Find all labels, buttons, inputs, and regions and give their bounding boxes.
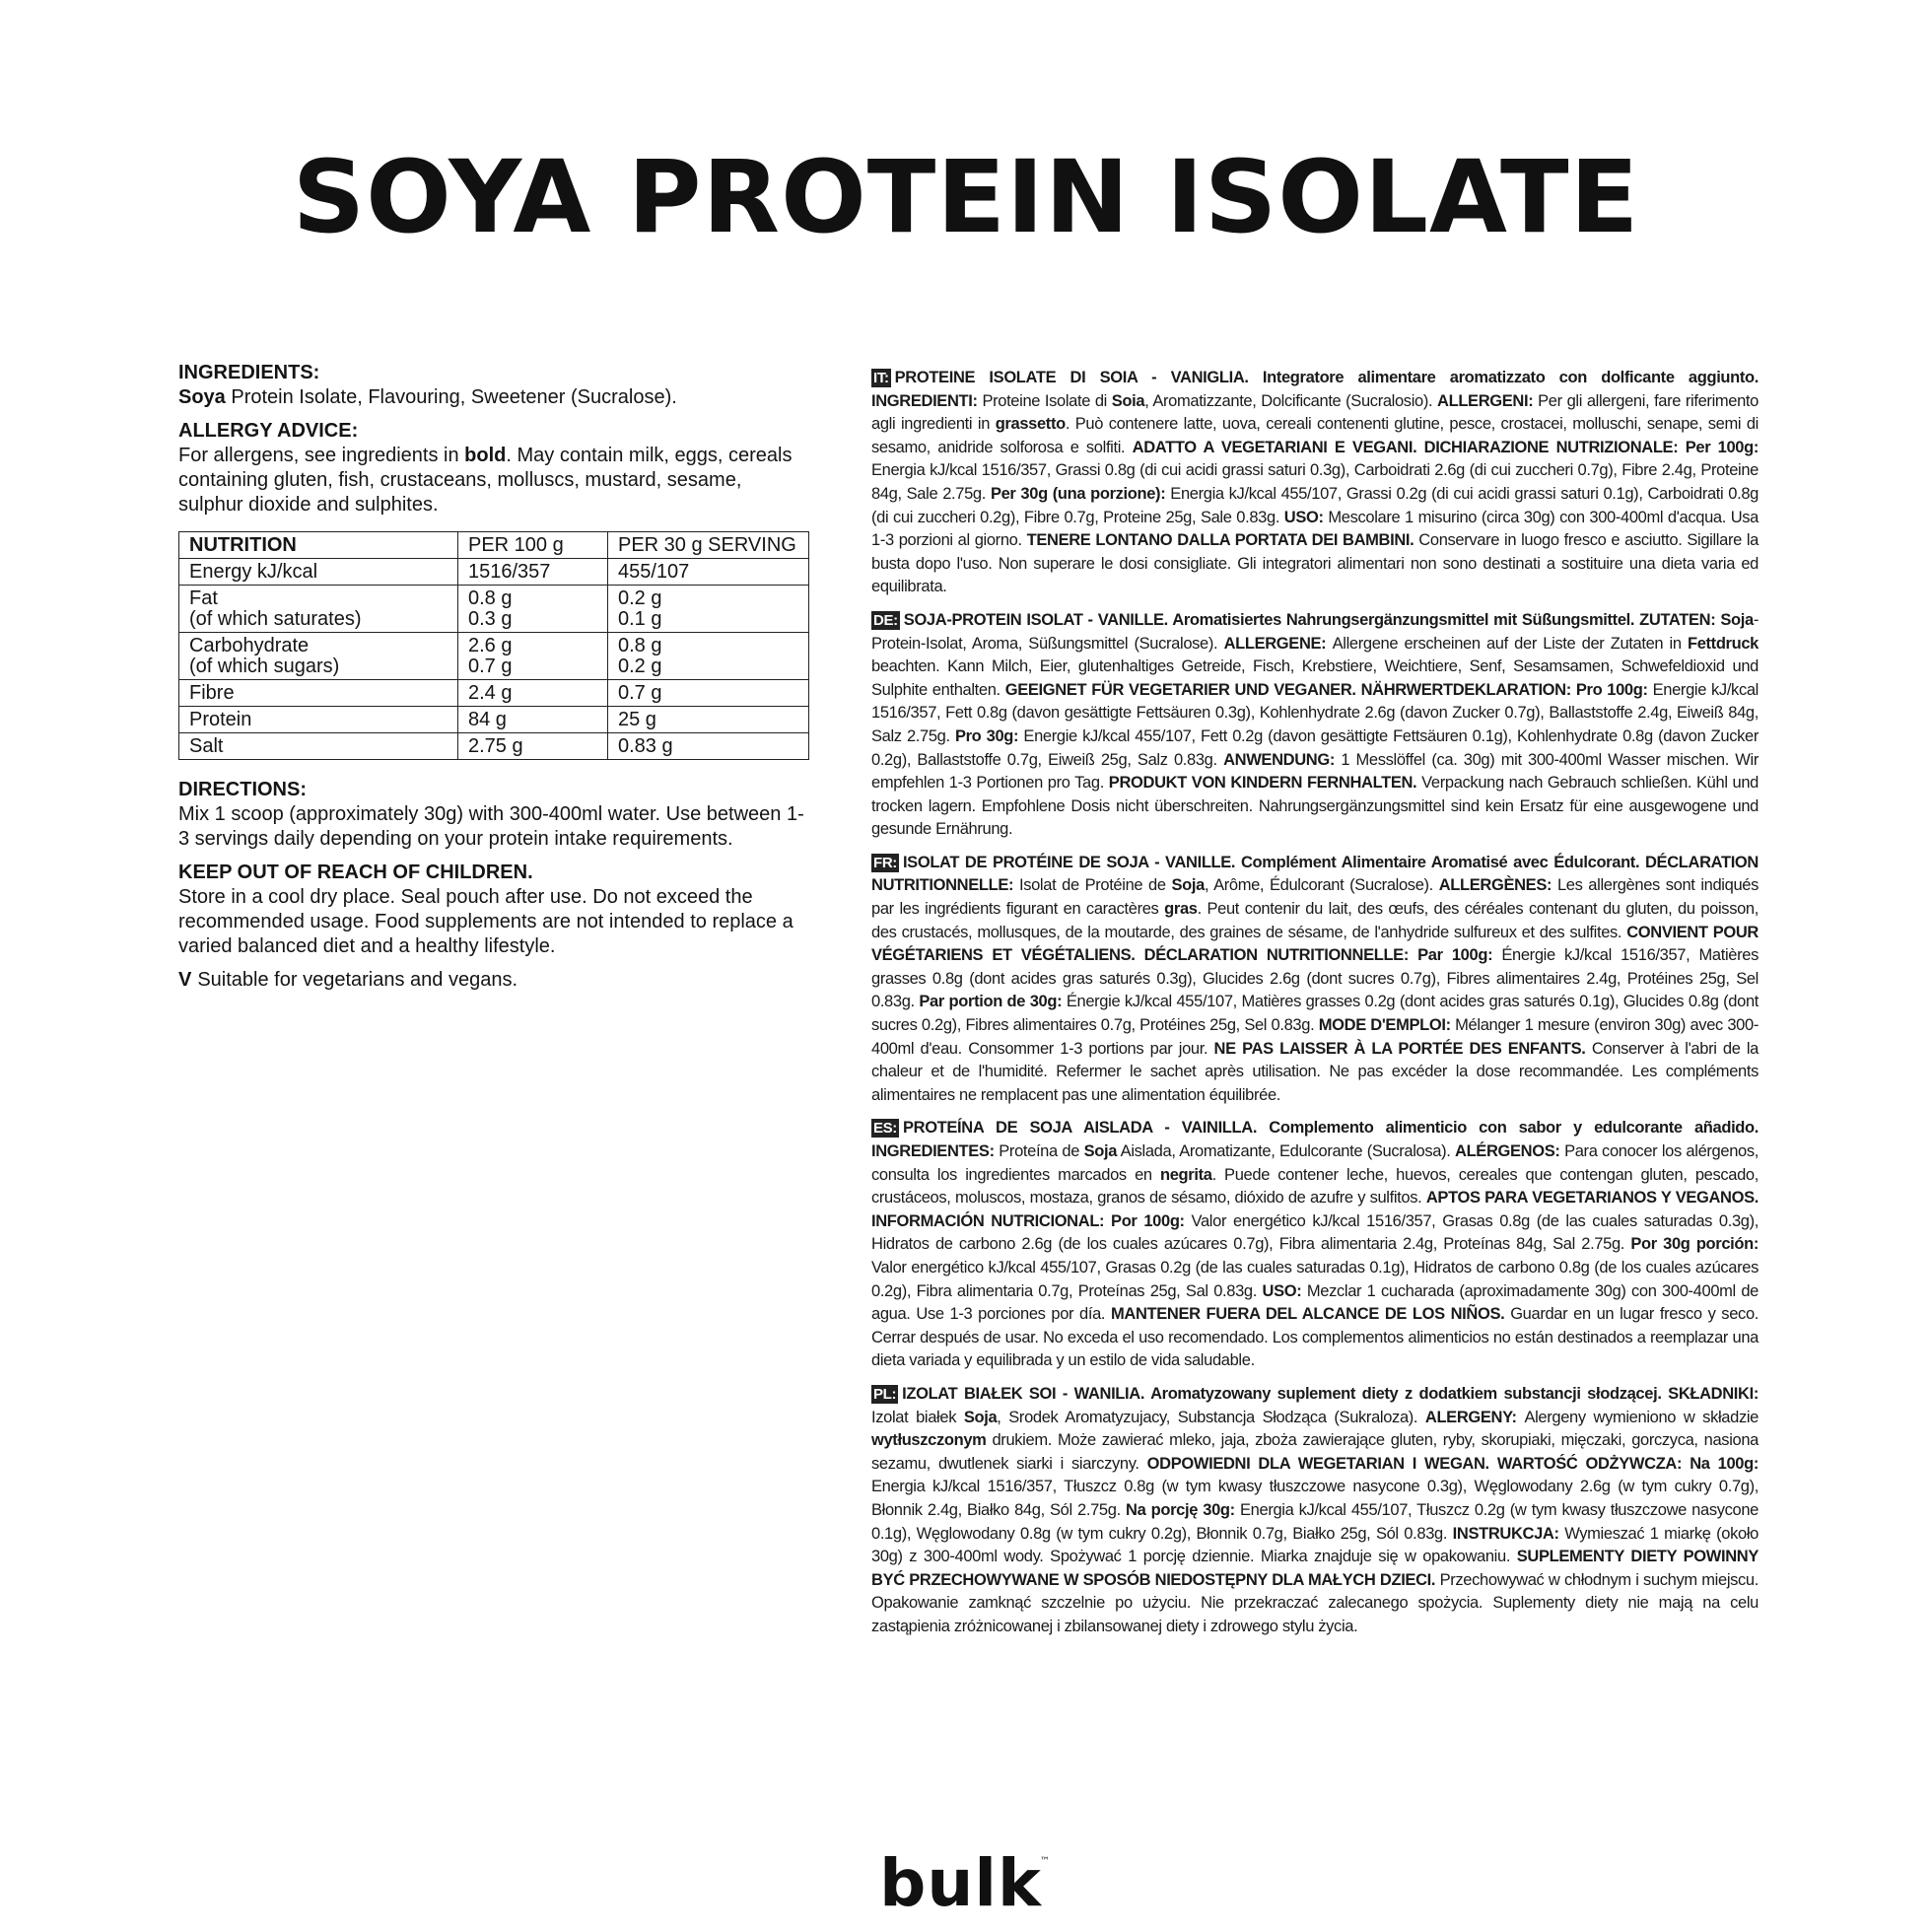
nutrient-name-main: Salt	[189, 735, 224, 757]
bold-text: Soja	[1171, 876, 1205, 895]
nutrient-name-main: Protein	[189, 709, 252, 730]
allergy-block	[178, 419, 809, 518]
body-text: Izolat białek	[871, 1408, 964, 1426]
bold-text: IZOLAT BIAŁEK SOI - WANILIA. Aromatyzowany suplement diety z dodatkiem substancji słodzącej. SKŁADNIKI:	[902, 1384, 1759, 1403]
vegan-note-text: Suitable for vegetarians and vegans.	[197, 969, 518, 991]
body-text: Alergeny wymieniono w składzie	[1524, 1408, 1759, 1426]
storage-block	[178, 861, 809, 959]
language-code-badge: IT:	[873, 370, 889, 386]
bold-text: ALLERGÈNES:	[1438, 876, 1557, 895]
body-text: Isolat de Protéine de	[1018, 876, 1172, 895]
value-per-30g-main: 0.8 g	[618, 635, 662, 656]
bulk-logo-text: bulk	[879, 1845, 1042, 1921]
value-per-100g-sub: 0.7 g	[468, 656, 513, 677]
body-text: Energie kJ/kcal 1516/357, Fett 0.8g (davon gesättigte Fettsäuren 0.3g), Kohlenhydrate 2.6g (davon Zucker 0.7g), Ballaststoffe 2.4g, Eiweiß 84g, Salz 2.75g.	[871, 680, 1759, 745]
translation-de	[871, 609, 1759, 842]
nutrient-name-main: Fibre	[189, 682, 235, 704]
bold-text: INSTRUKCJA:	[1452, 1524, 1565, 1543]
value-per-100g-main: 0.8 g	[468, 587, 513, 609]
nutrient-name	[179, 680, 458, 707]
trademark-symbol: ™	[1039, 1856, 1051, 1867]
body-text: -Protein-Isolat, Aroma, Süßungsmittel (Sucralose).	[871, 610, 1759, 653]
directions-text: Mix 1 scoop (approximately 30g) with 300-400ml water. Use between 1-3 servings daily depending on your protein intake requirements.	[178, 803, 804, 850]
nutrition-row	[179, 680, 809, 707]
language-code-badge: PL:	[873, 1385, 897, 1403]
body-text: Conservare in luogo fresco e asciutto. Sigillare la busta dopo l'uso. Non superare le dosi consigliate. Gli integratori alimentari non sono destinati a sostituire una dieta varia ed equilibrata.	[871, 531, 1759, 596]
bold-text: negrita	[1160, 1165, 1212, 1184]
body-text: Les allergènes sont indiqués par les ingrédients figurant en caractères	[871, 876, 1759, 919]
value-per-100g	[458, 559, 608, 586]
bold-text: Par portion de 30g:	[919, 993, 1067, 1011]
nutrient-name-main: Carbohydrate	[189, 635, 310, 656]
translations-column	[871, 367, 1759, 1648]
body-text: Énergie kJ/kcal 1516/357, Matières grasses 0.8g (dont acides gras saturés 0.3g), Glucides 2.6g (dont sucres 0.7g), Fibres alimentaires 2.4g, Protéines 25g, Sel 0.83g.	[871, 946, 1759, 1011]
bold-text: grassetto	[995, 415, 1066, 434]
language-code-badge: DE:	[873, 611, 898, 629]
nutrient-name	[179, 586, 458, 633]
nutrition-row	[179, 633, 809, 680]
value-per-30g	[608, 733, 809, 760]
nutrition-row	[179, 559, 809, 586]
allergy-bold: bold	[464, 445, 507, 466]
bold-text: MANTENER FUERA DEL ALCANCE DE LOS NIÑOS.	[1111, 1305, 1511, 1324]
value-per-100g	[458, 633, 608, 680]
value-per-30g	[608, 586, 809, 633]
allergy-pre: For allergens, see ingredients in	[178, 445, 465, 466]
value-per-100g-main: 1516/357	[468, 561, 551, 583]
bulk-logo	[0, 1845, 1932, 1921]
value-per-30g-main: 0.7 g	[618, 682, 662, 704]
body-text: Energie kJ/kcal 455/107, Fett 0.2g (davon gesättigte Fettsäuren 0.1g), Kohlenhydrate 0.8g (davon Zucker 0.2g), Ballaststoffe 0.7g, Eiweiß 25g, Salz 0.83g.	[871, 726, 1759, 769]
value-per-30g-main: 0.2 g	[618, 587, 662, 609]
bold-text: Fettdruck	[1687, 634, 1760, 653]
nutrition-header-row	[179, 532, 809, 559]
value-per-30g	[608, 559, 809, 586]
bold-text: ANWENDUNG:	[1223, 750, 1342, 769]
bold-text: NE PAS LAISSER À LA PORTÉE DES ENFANTS.	[1213, 1039, 1592, 1058]
nutrient-name	[179, 559, 458, 586]
body-text: . Peut contenir du lait, des œufs, des céréales contenant du gluten, du poisson, des crustacés, mollusques, de la moutarde, des graines de sésame, de l'anhydride sulfureux et des sulfites.	[871, 900, 1759, 941]
body-text: Proteine Isolate di	[982, 391, 1112, 410]
ingredients-heading: INGREDIENTS:	[178, 362, 320, 383]
body-text: , Aromatizzante, Dolcificante (Sucralosio).	[1144, 391, 1438, 410]
value-per-100g	[458, 707, 608, 733]
body-text: . Puede contener leche, huevos, cereales que contengan gluten, pescado, crustáceos, moluscos, mostaza, granos de sésamo, dióxido de azufre y sulfitos.	[871, 1165, 1759, 1208]
value-per-100g	[458, 680, 608, 707]
body-text: . Può contenere latte, uova, cereali contenenti glutine, pesce, crostacei, molluschi, senape, semi di sesamo, anidride solforosa e solfiti.	[871, 415, 1759, 456]
body-text: Mélanger 1 mesure (environ 30g) avec 300-400ml d'eau. Consommer 1-3 portions par jour.	[871, 1016, 1759, 1058]
value-per-30g-sub: 0.1 g	[618, 608, 662, 630]
value-per-30g-main: 25 g	[618, 709, 656, 730]
body-text: Wymieszać 1 miarkę (około 30g) z 300-400ml wody. Spożywać 1 porcję dziennie. Miarka znajduje się w opakowaniu.	[871, 1524, 1759, 1566]
bold-text: ALLERGENE:	[1223, 634, 1333, 653]
nutrient-name	[179, 707, 458, 733]
bold-text: Na porcję 30g:	[1126, 1500, 1241, 1519]
bold-text: GEEIGNET FÜR VEGETARIER UND VEGANER. NÄHRWERTDEKLARATION: Pro 100g:	[1004, 680, 1653, 699]
bold-text: MODE D'EMPLOI:	[1318, 1016, 1456, 1035]
ingredients-text	[178, 385, 809, 410]
translation-fr	[871, 852, 1759, 1108]
translation-pl	[871, 1383, 1759, 1639]
translation-it	[871, 367, 1759, 599]
nutrient-name-main: Energy kJ/kcal	[189, 561, 318, 583]
bold-text: PROTEÍNA DE SOJA AISLADA - VAINILLA. Complemento alimenticio con sabor y edulcorante añadido. INGREDIENTES:	[871, 1119, 1759, 1160]
body-text: Guardar en un lugar fresco y seco. Cerrar después de usar. No exceda el uso recomendado. Los complementos alimenticios no están destinados a reemplazar una dieta variada y equilibrada y un estilo de vida saludable.	[871, 1305, 1759, 1370]
language-code-badge: FR:	[873, 854, 897, 871]
body-text: Przechowywać w chłodnym i suchym miejscu. Opakowanie zamknąć szczelnie po użyciu. Nie przekraczać zalecanego spożycia. Suplementy diety nie mają na celu zastąpienia zróżnicowanej i zbilansowanej diety i zdrowego stylu życia.	[871, 1570, 1759, 1635]
body-text: Para conocer los alérgenos, consulta los ingredientes marcados en	[871, 1142, 1759, 1184]
directions-block	[178, 778, 809, 852]
value-per-30g	[608, 707, 809, 733]
value-per-100g-sub: 0.3 g	[468, 608, 513, 630]
body-text: Mezclar 1 cucharada (aproximadamente 30g) con 300-400ml de agua. Use 1-3 porciones por día.	[871, 1281, 1760, 1324]
allergy-post: . May contain milk, eggs, cereals containing gluten, fish, crustaceans, molluscs, mustard, sesame, sulphur dioxide and sulphites.	[178, 445, 793, 516]
value-per-100g	[458, 586, 608, 633]
storage-text: Store in a cool dry place. Seal pouch after use. Do not exceed the recommended usage. Food supplements are not intended to replace a varied balanced diet and a healthy lifestyle.	[178, 886, 794, 957]
allergy-heading: ALLERGY ADVICE:	[178, 420, 359, 442]
nutrient-name	[179, 633, 458, 680]
bold-text: PRODUKT VON KINDERN FERNHALTEN.	[1108, 774, 1422, 793]
bold-text: Soja	[1720, 610, 1754, 629]
nutrition-table	[178, 531, 809, 760]
bold-text: Soia	[1111, 391, 1145, 410]
value-per-100g-main: 2.75 g	[468, 735, 523, 757]
value-per-30g	[608, 680, 809, 707]
bold-text: SOJA-PROTEIN ISOLAT - VANILLE. Aromatisiertes Nahrungsergänzungsmittel mit Süßungsmittel. ZUTATEN:	[903, 610, 1721, 629]
bold-text: Soja	[963, 1408, 998, 1426]
allergy-text	[178, 444, 809, 518]
body-text: Proteína de	[999, 1142, 1084, 1160]
body-text: , Arôme, Édulcorant (Sucralose).	[1204, 876, 1439, 895]
nutrition-row	[179, 733, 809, 760]
nutrient-name-main: Fat	[189, 587, 218, 609]
bold-text: Per 30g (una porzione):	[990, 484, 1171, 503]
nutrient-name-sub: (of which sugars)	[189, 656, 340, 677]
vegan-v-icon: V	[178, 969, 192, 991]
nutrient-name	[179, 733, 458, 760]
nutrition-row	[179, 707, 809, 733]
body-text: Aislada, Aromatizante, Edulcorante (Sucralosa).	[1117, 1142, 1456, 1160]
nutrition-row	[179, 586, 809, 633]
bold-text: USO:	[1262, 1281, 1307, 1300]
bold-text: wytłuszczonym	[871, 1431, 987, 1450]
nutrition-header-per100: PER 100 g	[458, 532, 608, 559]
value-per-100g	[458, 733, 608, 760]
bold-text: Pro 30g:	[954, 726, 1024, 745]
bold-text: PROTEINE ISOLATE DI SOIA - VANIGLIA. Integratore alimentare aromatizzato con dolficante aggiunto. INGREDIENTI:	[871, 369, 1759, 410]
ingredients-bold: Soya	[178, 386, 226, 408]
bold-text: CONVIENT POUR VÉGÉTARIENS ET VÉGÉTALIENS. DÉCLARATION NUTRITIONNELLE: Par 100g:	[871, 923, 1759, 965]
bold-text: ISOLAT DE PROTÉINE DE SOJA - VANILLE. Complément Alimentaire Aromatisé avec Édulcorant. DÉCLARATION NUTRITIONNELLE:	[871, 853, 1759, 895]
value-per-30g-main: 0.83 g	[618, 735, 673, 757]
bold-text: SUPLEMENTY DIETY POWINNY BYĆ PRZECHOWYWANE W SPOSÓB NIEDOSTĘPNY DLA MAŁYCH DZIECI.	[871, 1548, 1759, 1589]
body-text: Energia kJ/kcal 1516/357, Grassi 0.8g (di cui acidi grassi saturi 0.3g), Carboidrati 2.6g (di cui zuccheri 0.7g), Fibre 2.4g, Proteine 84g, Sale 2.75g.	[871, 461, 1759, 503]
english-label-column	[178, 361, 809, 993]
page-title: SOYA PROTEIN ISOLATE	[292, 139, 1640, 256]
value-per-100g-main: 2.4 g	[468, 682, 513, 704]
value-per-100g-main: 2.6 g	[468, 635, 513, 656]
body-text: Énergie kJ/kcal 455/107, Matières grasses 0.2g (dont acides gras saturés 0.1g), Glucides 0.8g (dont sucres 0.2g), Fibres alimentaires 0.7g, Protéines 25g, Sel 0.83g.	[871, 993, 1760, 1035]
body-text: Valor energético kJ/kcal 455/107, Grasas 0.2g (de las cuales saturadas 0.1g), Hidratos de carbono 0.8g (de los cuales azúcares 0.2g), Fibra alimentaria 0.7g, Proteínas 25g, Sal 0.83g.	[871, 1258, 1759, 1300]
bold-text: Por 30g porción:	[1630, 1235, 1760, 1254]
nutrient-name-sub: (of which saturates)	[189, 608, 362, 630]
vegan-note	[178, 968, 809, 993]
ingredients-rest: Protein Isolate, Flavouring, Sweetener (Sucralose).	[225, 386, 677, 408]
body-text: Allergene erscheinen auf der Liste der Zutaten in	[1332, 634, 1688, 653]
body-text: Mescolare 1 misurino (circa 30g) con 300-400ml d'acqua. Usa 1-3 porzioni al giorno.	[871, 508, 1760, 550]
nutrition-header-label: NUTRITION	[179, 532, 458, 559]
body-text: , Srodek Aromatyzujacy, Substancja Słodząca (Sukraloza).	[997, 1408, 1425, 1426]
body-text: Energia kJ/kcal 1516/357, Tłuszcz 0.8g (w tym kwasy tłuszczowe nasycone 0.3g), Węglowodany 2.6g (w tym cukry 0.7g), Błonnik 2.4g, Białko 84g, Sól 2.75g.	[871, 1478, 1759, 1519]
directions-heading: DIRECTIONS:	[178, 779, 307, 800]
keep-away-heading: KEEP OUT OF REACH OF CHILDREN.	[178, 862, 533, 883]
bold-text: TENERE LONTANO DALLA PORTATA DEI BAMBINI.	[1026, 531, 1419, 550]
bold-text: ADATTO A VEGETARIANI E VEGANI. DICHIARAZIONE NUTRIZIONALE: Per 100g:	[1132, 438, 1759, 456]
value-per-30g	[608, 633, 809, 680]
body-text: Valor energético kJ/kcal 1516/357, Grasas 0.8g (de las cuales saturadas 0.3g), Hidratos de carbono 2.6g (de los cuales azúcares 0.7g), Fibra alimentaria 2.4g, Proteínas 84g, Sal 2.75g.	[871, 1211, 1759, 1254]
body-text: Energia kJ/kcal 455/107, Tłuszcz 0.2g (w tym kwasy tłuszczowe nasycone 0.1g), Węglowodany 0.8g (w tym cukry 0.2g), Błonnik 0.7g, Białko 25g, Sól 0.83g.	[871, 1500, 1760, 1543]
body-text: beachten. Kann Milch, Eier, glutenhaltiges Getreide, Fisch, Krebstiere, Weichtiere, Senf, Sesamsamen, Schwefeldioxid und Sulphite enthalten.	[871, 657, 1759, 699]
bold-text: Soja	[1083, 1142, 1118, 1160]
bold-text: ALÉRGENOS:	[1455, 1142, 1565, 1160]
value-per-100g-main: 84 g	[468, 709, 507, 730]
body-text: Per gli allergeni, fare riferimento agli ingredienti in	[871, 391, 1759, 434]
bold-text: ALLERGENI:	[1437, 391, 1539, 410]
nutrition-header-per30: PER 30 g SERVING	[608, 532, 809, 559]
bold-text: gras	[1164, 900, 1198, 919]
bold-text: USO:	[1283, 508, 1329, 526]
value-per-30g-main: 455/107	[618, 561, 690, 583]
bold-text: ALERGENY:	[1424, 1408, 1525, 1426]
body-text: 1 Messlöffel (ca. 30g) mit 300-400ml Wasser mischen. Wir empfehlen 1-3 Portionen pro Tag.	[871, 750, 1759, 793]
ingredients-block	[178, 361, 809, 410]
body-text: Verpackung nach Gebrauch schließen. Kühl und trocken lagern. Empfohlene Dosis nicht überschreiten. Nahrungsergänzungsmittel sind kein Ersatz für eine ausgewogene und gesunde Ernährung.	[871, 774, 1759, 839]
body-text: drukiem. Może zawierać mleko, jaja, zboża zawierające gluten, ryby, skorupiaki, mięczaki, gorczyca, nasiona sezamu, dwutlenek siarki i siarczyny.	[871, 1431, 1759, 1473]
body-text: Conserver à l'abri de la chaleur et de l'humidité. Refermer le sachet après utilisation. Ne pas excéder la dose recommandée. Les compléments alimentaires ne remplacent pas une alimentation équilibrée.	[871, 1039, 1760, 1104]
bold-text: APTOS PARA VEGETARIANOS Y VEGANOS. INFORMACIÓN NUTRICIONAL: Por 100g:	[871, 1189, 1759, 1230]
nutrition-body	[179, 559, 809, 760]
translation-es	[871, 1117, 1759, 1373]
value-per-30g-sub: 0.2 g	[618, 656, 662, 677]
body-text: Energia kJ/kcal 455/107, Grassi 0.2g (di cui acidi grassi saturi 0.1g), Carboidrati 0.8g (di cui zuccheri 0.2g), Fibre 0.7g, Proteine 25g, Sale 0.83g.	[871, 484, 1759, 526]
bold-text: ODPOWIEDNI DLA WEGETARIAN I WEGAN. WARTOŚĆ ODŻYWCZA: Na 100g:	[1146, 1454, 1759, 1473]
language-code-badge: ES:	[873, 1120, 897, 1138]
